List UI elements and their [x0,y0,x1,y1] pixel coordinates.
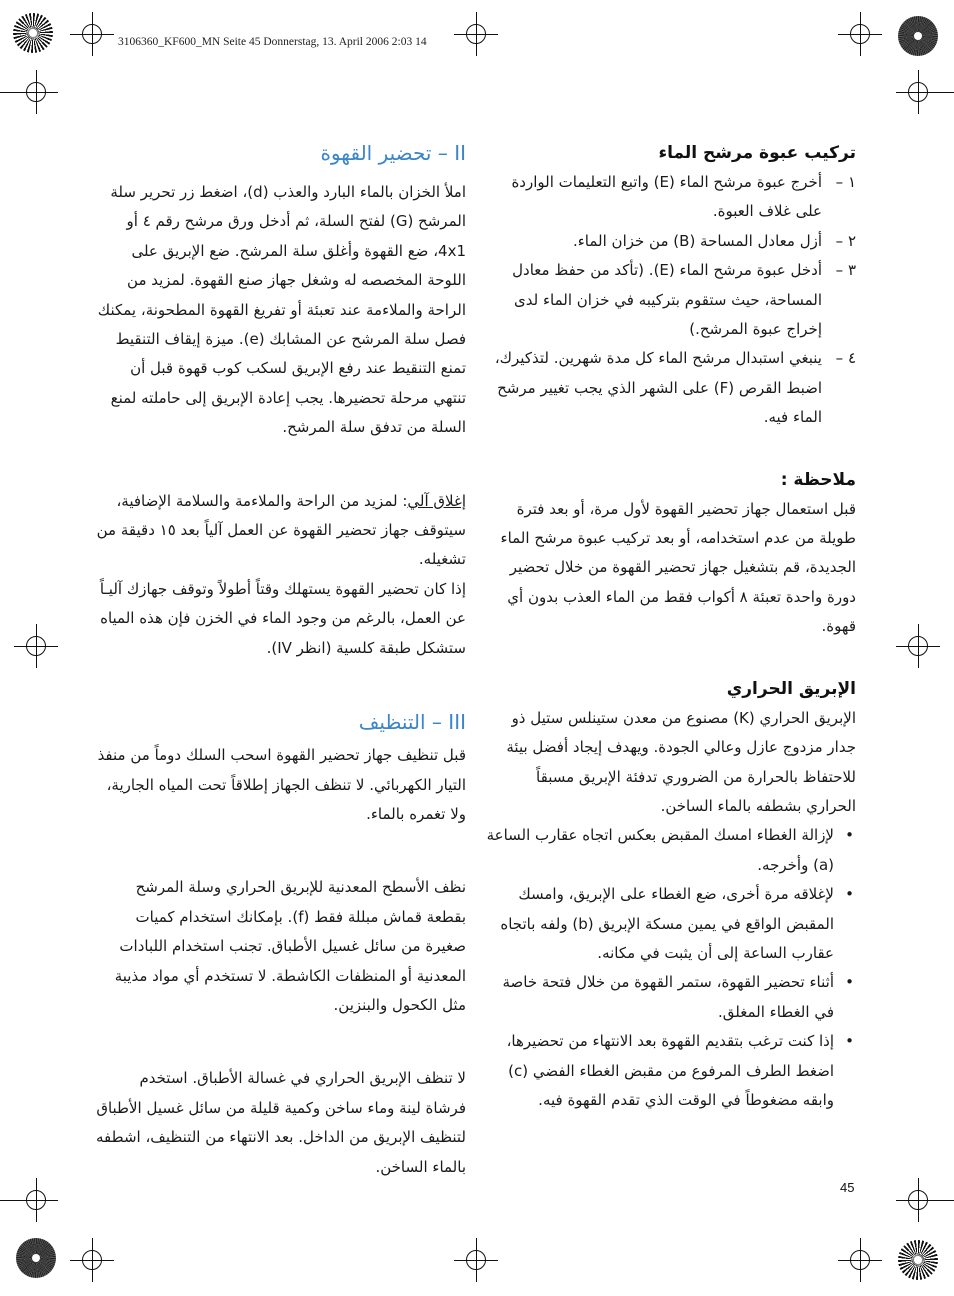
registration-crosshair-top-right [838,12,882,56]
note-text: قبل استعمال جهاز تحضير القهوة لأول مرة، أو بعد فترة طويلة من عدم استخدامه، أو بعد تركيب عبوة مرشح الماء الجديدة، قم بتشغيل جهاز تحضير القهوة من خلال تحضير دورة واحدة تعبئة ٨ أكواب فقط من الماء العذب بدون أي قهوة. [500,499,856,636]
registration-rosette-top-right [898,16,938,56]
registration-crosshair-left-lower [14,1178,58,1222]
brewing-section-title: II – تحضير القهوة [320,141,466,165]
registration-crosshair-left-middle [14,624,58,668]
filter-section-title: تركيب عبوة مرشح الماء [658,143,856,163]
registration-rosette-bottom-left [16,1238,56,1278]
page-number: 45 [840,1180,855,1195]
registration-rosette-bottom-right [898,1240,938,1280]
cleaning-text-1: قبل تنظيف جهاز تحضير القهوة اسحب السلك دوماً من منفذ التيار الكهربائي. لا تنظف الجهاز إطلاقاً تحت المياه الجارية، ولا تغمره بالماء. [97,746,466,823]
crop-line-right-bottom [934,1200,954,1201]
auto-off-text-2: إذا كان تحضير القهوة يستهلك وقتاً أطولاً وتوقف جهازك آليـاً عن العمل، بالرغم من وجود الماء في الخزن فإن هذه المياه ستشكل طبقة كلسية (انظر IV). [99,579,466,657]
registration-crosshair-bottom-right [838,1238,882,1282]
filter-step: ٣ – أدخل عبوة مرشح الماء (E). (تأكد من حفظ معادل المساحة، حيث ستقوم بتركيبه في خزان الماء لدى إخراج عبوة المرشح.) [512,261,856,339]
crop-line-left [0,92,20,93]
registration-crosshair-top-left [70,12,114,56]
list-item: • لإغلاقه مرة أخرى، ضع الغطاء على الإبريق، وامسك المقبض الواقع في يمين مسكة الإبريق (b) ولفه باتجاه عقارب الساعة إلى أن يثبت في مكانه. [484,880,856,968]
filter-step: ١ – أخرج عبوة مرشح الماء (E) واتبع التعليمات الواردة على غلاف العبوة. [511,173,856,221]
bullet-icon: • [845,885,854,904]
registration-crosshair-bottom-left [70,1238,114,1282]
registration-crosshair-left-upper [14,70,58,114]
auto-off-paragraph [96,487,466,575]
thermo-jug-bullets [484,821,856,1115]
cleaning-text-2: نظف الأسطح المعدنية للإبريق الحراري وسلة المرشح بقطعة قماش مبللة فقط (f). بإمكانك استخدام كميات صغيرة من سائل غسيل الأطباق. تجنب استخدام اللبادات المعدنية أو المنظفات الكاشطة. لا تستخدم أي مواد مذيبة مثل الكحول والبنزين. [114,878,466,1014]
left-column [96,138,466,1182]
registration-crosshair-right-middle [896,624,940,668]
bullet-icon: • [845,973,854,992]
note-title: ملاحظة : [780,469,856,490]
list-item: • إذا كنت ترغب بتقديم القهوة بعد الانتهاء من تحضيرها، اضغط الطرف المرفوع من مقبض الغطاء الفضي (c) وابقه مضغوطاً في الوقت الذي تقدم القهوة فيه. [484,1027,856,1115]
print-slug-header: 3106360_KF600_MN Seite 45 Donnerstag, 13. April 2006 2:03 14 [118,36,427,48]
cleaning-text-3: لا تنظف الإبريق الحراري في غسالة الأطباق. استخدم فرشاة لينة وماء ساخن وكمية قليلة من سائل غسيل الأطباق لتنظيف الإبريق من الداخل. بعد الانتهاء من التنظيف، اشطفه بالماء الساخن. [96,1069,466,1176]
crop-line-right [934,92,954,93]
auto-off-label: إغلاق آلي [407,491,466,510]
thermo-jug-title: الإبريق الحراري [726,678,856,699]
crop-line-left-bottom [0,1200,20,1201]
brewing-text: املأ الخزان بالماء البارد والعذب (d)، اضغط زر تحرير سلة المرشح (G) لفتح السلة، ثم أدخل ورق مرشح رقم ٤ أو 4x1، ضع القهوة وأغلق سلة المرشح. ضع الإبريق على اللوحة المخصصه له وشغل جهاز صنع القهوة. لمزيد من الراحة والملاءمة عند تعبئة أو تفريغ القهوة المطحونة، يمكنك فصل سلة المرشح عن المشابك (e). ميزة إيقاف التنقيط تمنع التنقيط عند رفع الإبريق لسكب كوب قهوة قبل أن تنتهي مرحلة تحضيرها. يجب إعادة الإبريق إلى حاملته لمنع السلة من تدفق سلة المرشح. [97,183,466,437]
registration-rosette-top-left [13,13,53,53]
filter-step: ٢ – أزل معادل المساحة (B) من خزان الماء. [572,231,856,250]
list-item: • أثناء تحضير القهوة، ستمر القهوة من خلال فتحة خاصة في الغطاء المغلق. [484,968,856,1027]
right-column [484,138,856,1115]
filter-step: ٤ – ينبغي استبدال مرشح الماء كل مدة شهرين. لتذكيرك، اضبط القرص (F) على الشهر الذي يجب تغيير مرشح الماء فيه. [494,349,856,427]
filter-steps-list [484,168,856,433]
cleaning-section-title: III – التنظيف [358,710,466,735]
bullet-icon: • [845,826,854,845]
registration-crosshair-bottom-center [454,1238,498,1282]
auto-off-text: : لمزيد من الراحة والملاءمة والسلامة الإضافية، سيتوقف جهاز تحضير القهوة عن العمل آلياً بعد ١٥ دقيقة من تشغيله. [96,491,466,569]
thermo-jug-intro: الإبريق الحراري (K) مصنوع من معدن ستينلس ستيل ذو جدار مزدوج عازل وعالي الجودة. ويهدف إيجاد أفضل بيئة للاحتفاظ بالحرارة من الضروري تدفئة الإبريق مسبقاً الحراري بشطفه بالماء الساخن. [506,708,856,815]
registration-crosshair-top-center [454,12,498,56]
list-item: • لإزالة الغطاء امسك المقبض بعكس اتجاه عقارب الساعة (a) وأخرجه. [484,821,856,880]
bullet-icon: • [845,1032,854,1051]
